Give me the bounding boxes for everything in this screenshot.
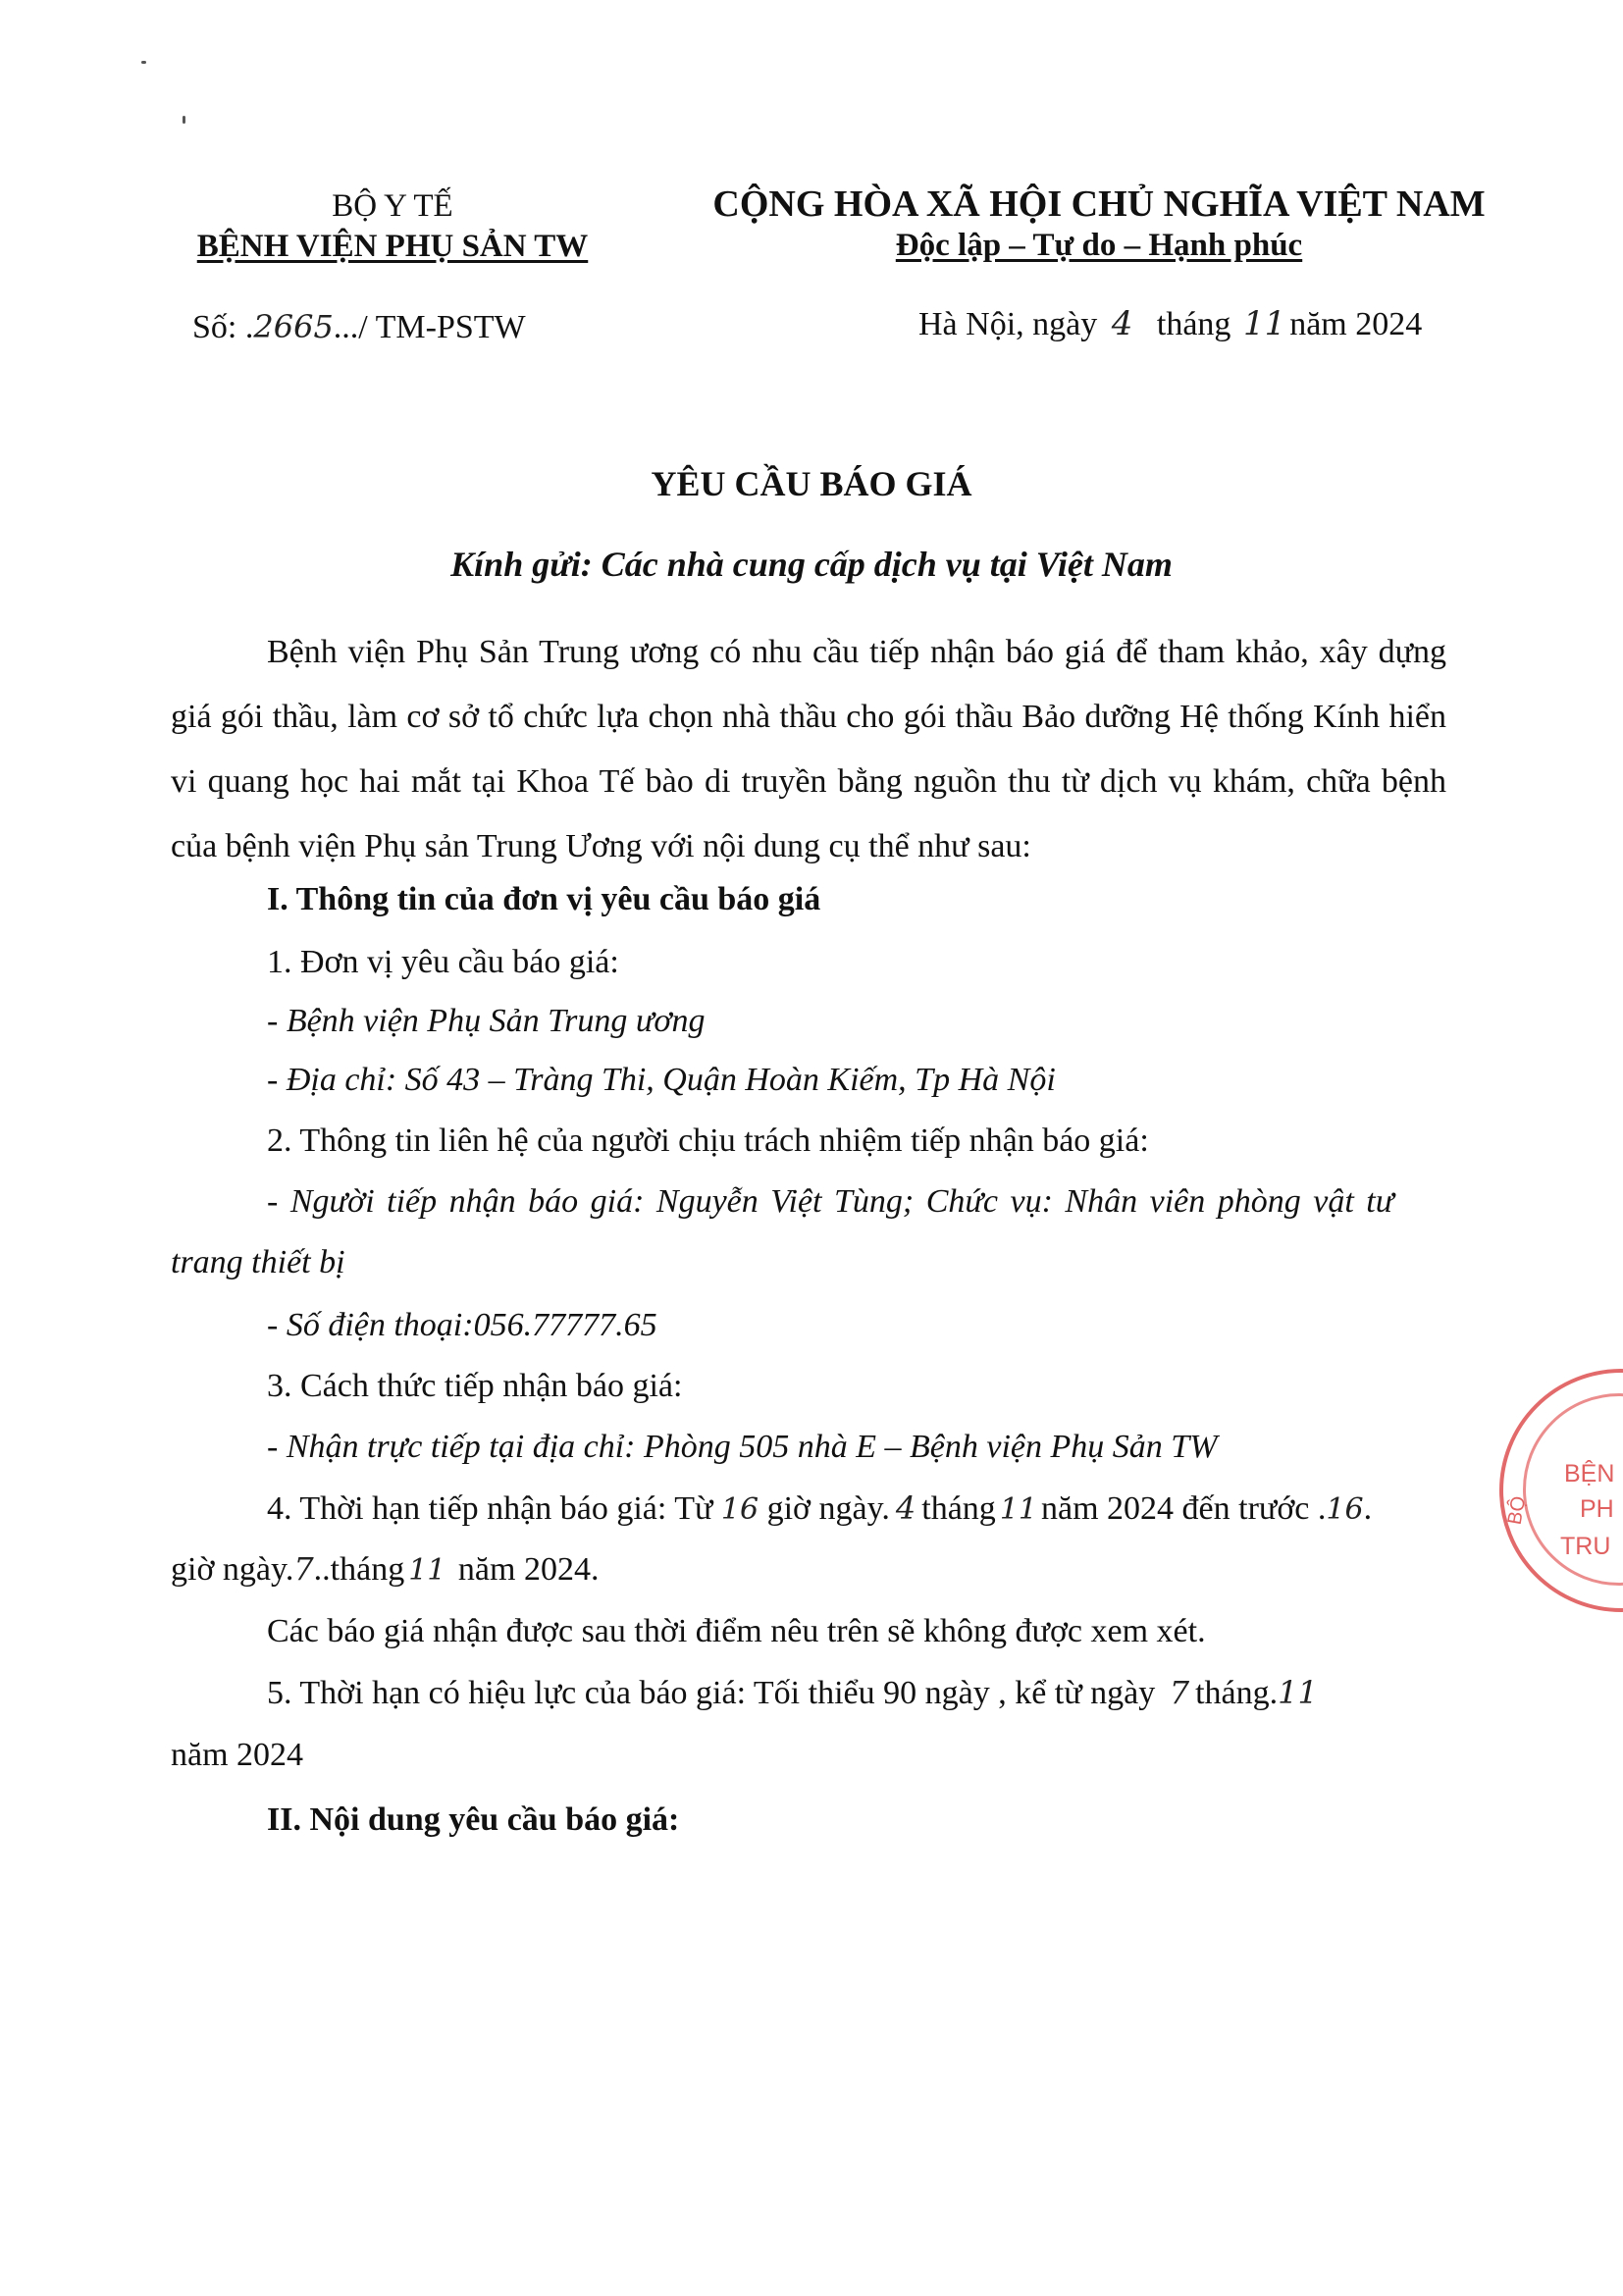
intro-text: Bệnh viện Phụ Sản Trung ương có nhu cầu tiếp nhận báo giá để tham khảo, xây dựng giá gói thầu, làm cơ sở tổ chức lựa chọn nhà thầu cho gói thầu Bảo dưỡng Hệ thống Kính hiển vi quang học hai mắt tại Khoa Tế bào di truyền bằng nguồn thu từ dịch vụ khám, chữa bệnh của bệnh viện Phụ sản Trung Ương với nội dung cụ thể như sau: bbox=[171, 634, 1446, 864]
doc-no-label: Số: bbox=[192, 309, 237, 345]
item-4-day-2: 7 bbox=[293, 1550, 314, 1588]
date-line bbox=[918, 304, 1422, 343]
item-2-person-cont: trang thiết bị bbox=[171, 1244, 345, 1280]
document-number: Số: .2665.../ TM-PSTW bbox=[192, 308, 526, 345]
scan-speck bbox=[183, 116, 185, 124]
header-left bbox=[157, 188, 628, 265]
item-4-hour-1: 16 bbox=[720, 1492, 759, 1527]
date-place: Hà Nội, ngày bbox=[918, 306, 1098, 342]
item-4-month-1: 11 bbox=[999, 1492, 1037, 1527]
stamp-text-2: PH bbox=[1580, 1495, 1614, 1523]
item-1: 1. Đơn vị yêu cầu báo giá: bbox=[267, 944, 619, 980]
late-note: Các báo giá nhận được sau thời điểm nêu trên sẽ không được xem xét. bbox=[267, 1613, 1206, 1649]
date-day-handwritten: 4 bbox=[1111, 304, 1133, 343]
section-1-heading: I. Thông tin của đơn vị yêu cầu báo giá bbox=[267, 881, 821, 917]
item-5-line-1 bbox=[267, 1674, 1318, 1712]
doc-no-handwritten: 2665 bbox=[253, 308, 334, 345]
date-month-handwritten: 11 bbox=[1242, 304, 1286, 343]
section-2-heading: II. Nội dung yêu cầu báo giá: bbox=[267, 1801, 680, 1838]
stamp-text-1: BỆN bbox=[1564, 1460, 1615, 1487]
date-year: năm 2024 bbox=[1289, 306, 1423, 342]
item-5-day: 7 bbox=[1169, 1674, 1190, 1711]
stamp-text-side: BỘ bbox=[1503, 1494, 1531, 1527]
recipient-line: Kính gửi: Các nhà cung cấp dịch vụ tại Việt Nam bbox=[450, 545, 1173, 584]
intro-paragraph bbox=[171, 620, 1446, 879]
item-4-text-b: giờ ngày bbox=[766, 1490, 882, 1527]
scan-speck bbox=[141, 61, 146, 64]
item-4-hour-2: 16 bbox=[1326, 1492, 1364, 1527]
item-4-text-g: năm 2024. bbox=[457, 1551, 600, 1588]
item-1-address: - Địa chỉ: Số 43 – Tràng Thi, Quận Hoàn Kiếm, Tp Hà Nội bbox=[267, 1062, 1056, 1098]
item-4-label: 4. Thời hạn tiếp nhận báo giá: Từ bbox=[267, 1490, 713, 1527]
country-name: CỘNG HÒA XÃ HỘI CHỦ NGHĨA VIỆT NAM bbox=[712, 183, 1486, 225]
item-3: 3. Cách thức tiếp nhận báo giá: bbox=[267, 1368, 683, 1404]
item-4-text-f: ..tháng bbox=[313, 1551, 405, 1588]
header-right bbox=[648, 183, 1550, 264]
item-4-text-c: tháng bbox=[921, 1490, 996, 1527]
item-4-month-2: 11 bbox=[408, 1553, 446, 1588]
item-4-day-1: 4 bbox=[895, 1489, 916, 1527]
stamp-text-3: TRU bbox=[1560, 1533, 1611, 1560]
page-title: YÊU CẦU BÁO GIÁ bbox=[651, 464, 972, 503]
item-4-text-d: năm 2024 đến trước bbox=[1041, 1490, 1310, 1527]
item-2: 2. Thông tin liên hệ của người chịu trách nhiệm tiếp nhận báo giá: bbox=[267, 1122, 1149, 1159]
item-2-person: - Người tiếp nhận báo giá: Nguyễn Việt Tùng; Chức vụ: Nhân viên phòng vật tư bbox=[267, 1183, 1394, 1220]
item-5-label: 5. Thời hạn có hiệu lực của báo giá: Tối thiểu 90 ngày , kể từ ngày bbox=[267, 1675, 1156, 1711]
item-4-line-2: giờ ngày.7..tháng 11 năm 2024. bbox=[171, 1550, 600, 1588]
item-5-month: 11 bbox=[1278, 1674, 1318, 1711]
item-2-phone: - Số điện thoại:056.77777.65 bbox=[267, 1307, 657, 1343]
item-1-name: - Bệnh viện Phụ Sản Trung ương bbox=[267, 1003, 706, 1039]
item-3-method: - Nhận trực tiếp tại địa chỉ: Phòng 505 nhà E – Bệnh viện Phụ Sản TW bbox=[267, 1429, 1218, 1465]
hospital-name: BỆNH VIỆN PHỤ SẢN TW bbox=[196, 229, 589, 264]
item-5-year: năm 2024 bbox=[171, 1737, 304, 1773]
national-motto: Độc lập – Tự do – Hạnh phúc bbox=[895, 228, 1303, 263]
ministry-name: BỘ Y TẾ bbox=[332, 188, 453, 224]
item-4-text-e: giờ ngày bbox=[171, 1551, 286, 1588]
date-month-label: tháng bbox=[1156, 306, 1231, 342]
item-5-text-b: tháng. bbox=[1195, 1675, 1279, 1711]
doc-no-suffix: / TM-PSTW bbox=[358, 309, 526, 345]
item-4-line-1: 4. Thời hạn tiếp nhận báo giá: Từ 16 giờ ngày. 4 tháng 11 năm 2024 đến trước .16. bbox=[267, 1489, 1373, 1527]
